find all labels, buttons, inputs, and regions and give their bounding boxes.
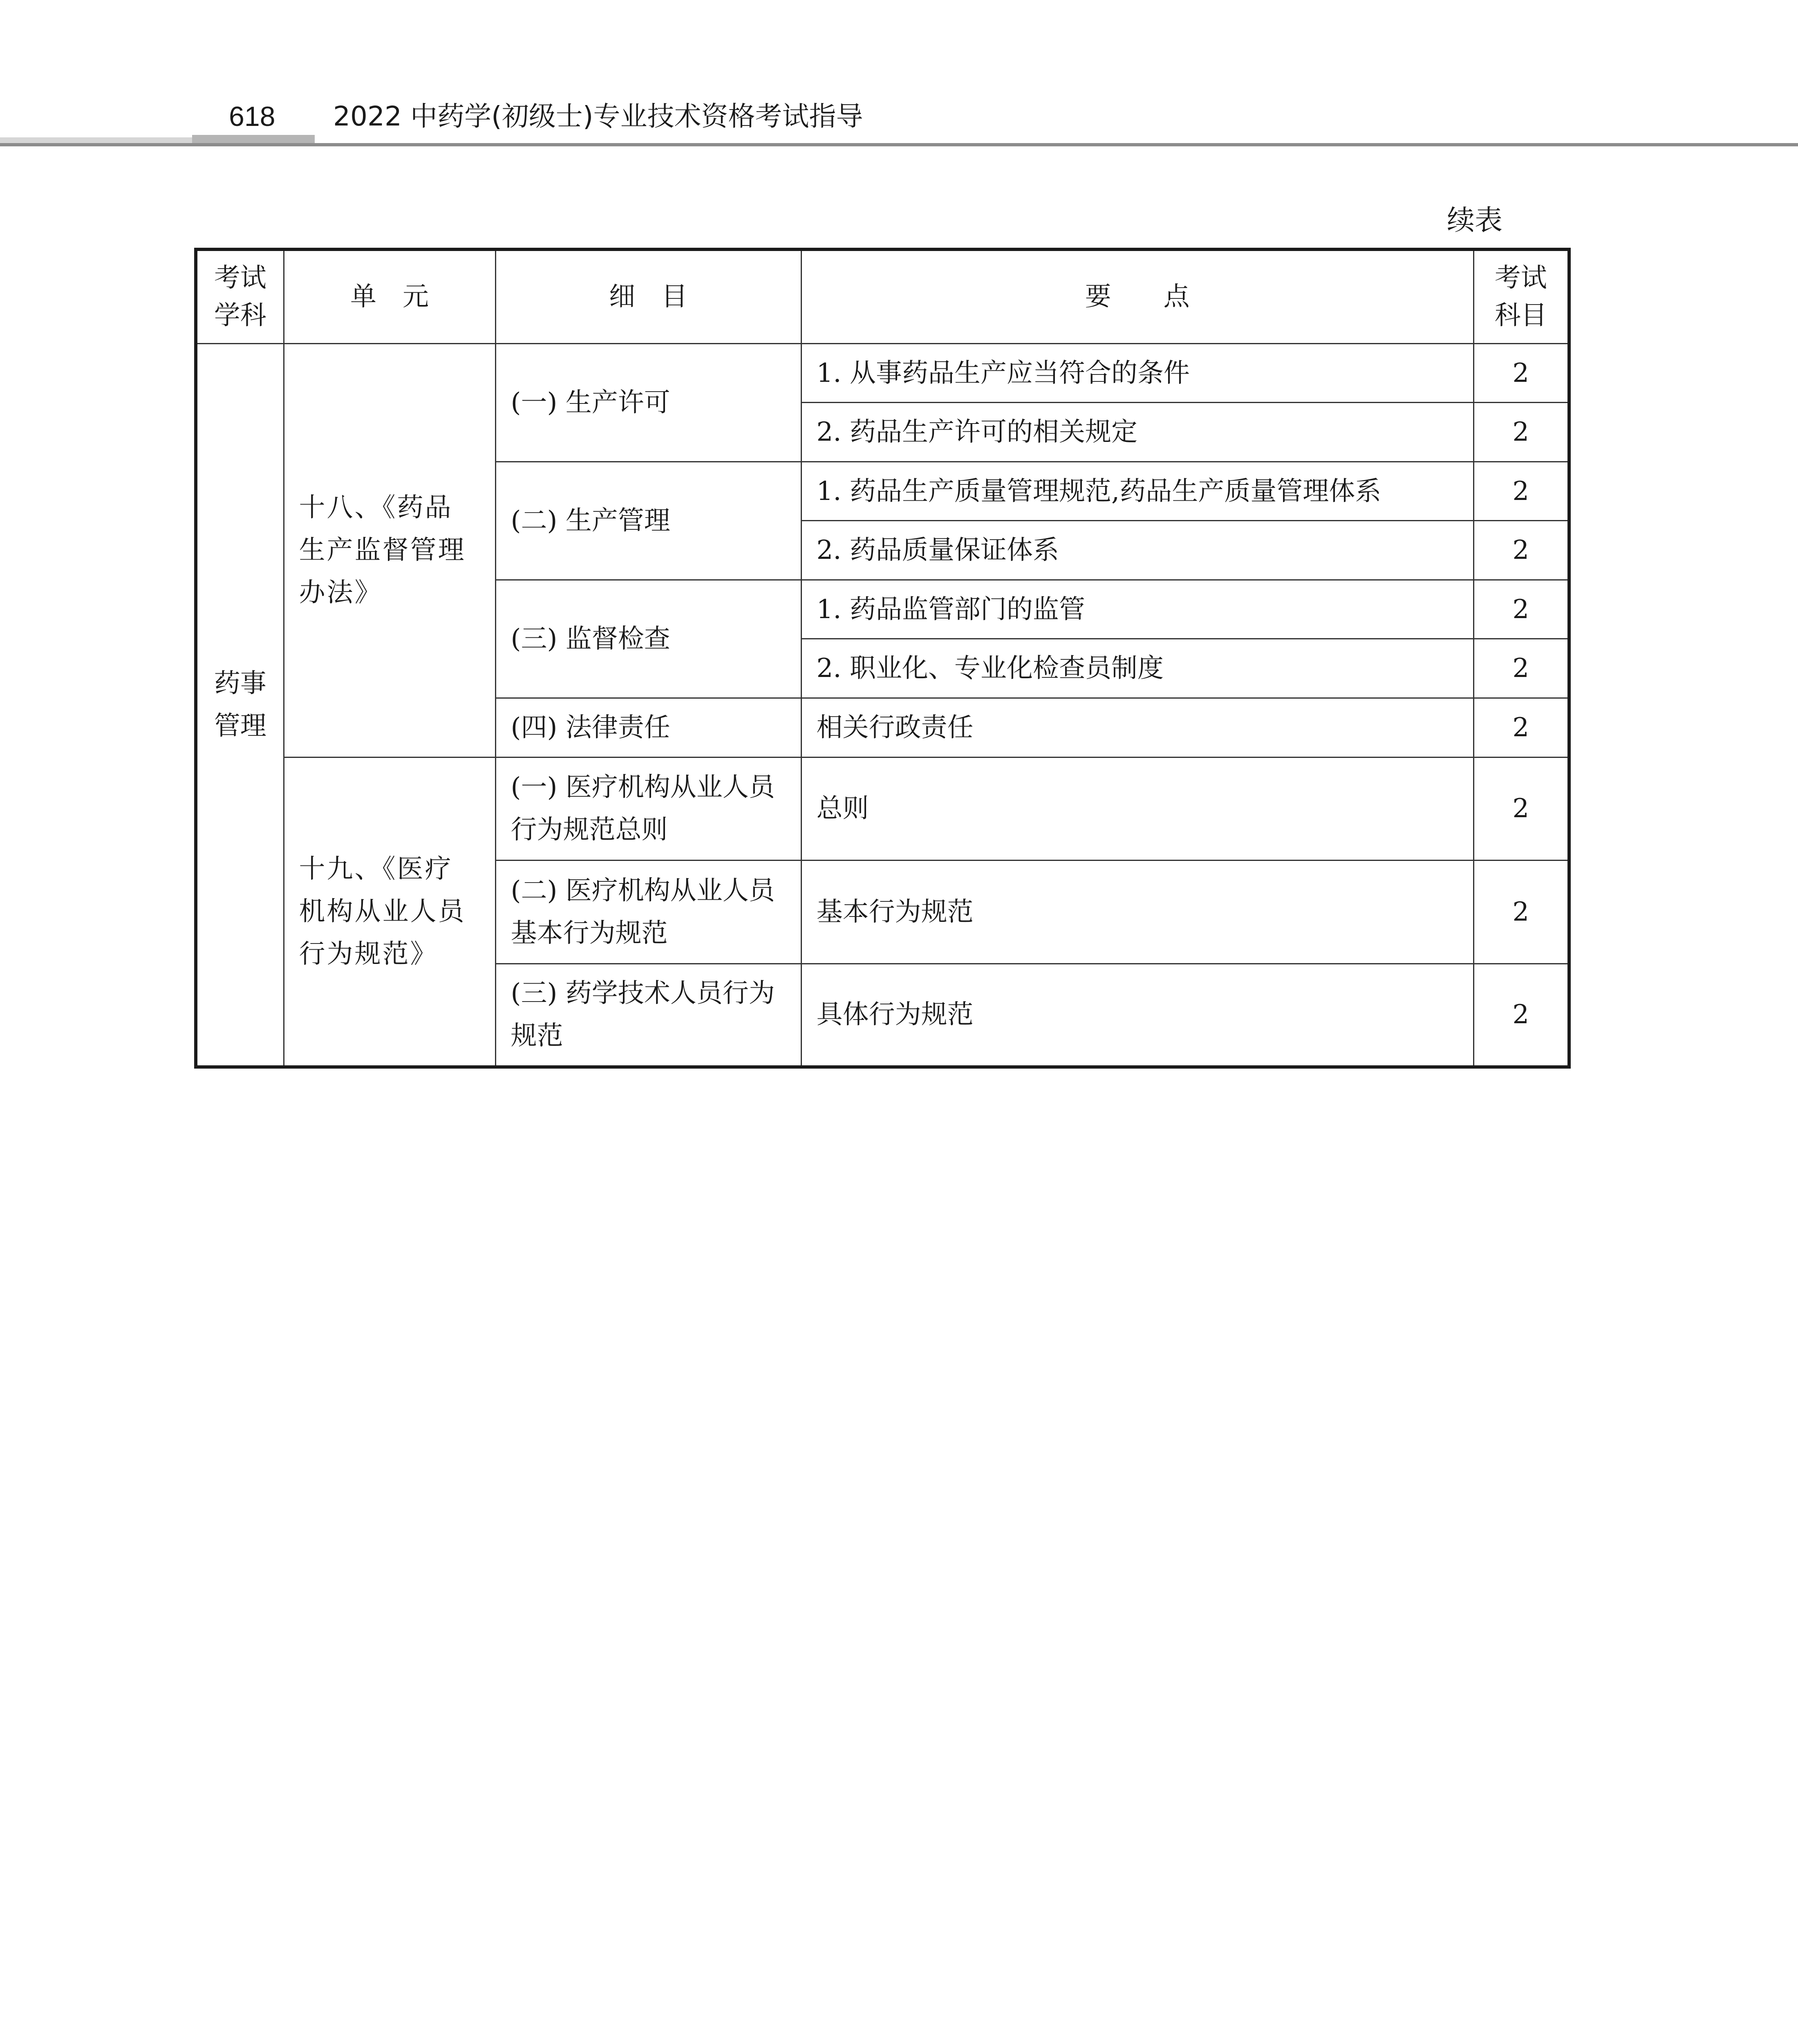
exam-level-cell: 2 <box>1473 964 1569 1067</box>
key-point-cell: 1. 药品生产质量管理规范,药品生产质量管理体系 <box>801 462 1473 521</box>
subject-cell: 药事管理 <box>196 343 284 1067</box>
item-cell: (一) 医疗机构从业人员行为规范总则 <box>495 757 801 861</box>
exam-level-cell: 2 <box>1473 639 1569 698</box>
syllabus-table <box>194 248 1571 1069</box>
exam-level-cell: 2 <box>1473 698 1569 758</box>
exam-level-cell: 2 <box>1473 580 1569 639</box>
exam-level-cell: 2 <box>1473 462 1569 521</box>
exam-level-cell: 2 <box>1473 521 1569 580</box>
key-point-cell: 相关行政责任 <box>801 698 1473 758</box>
key-point-cell: 基本行为规范 <box>801 861 1473 964</box>
item-cell: (三) 药学技术人员行为规范 <box>495 964 801 1067</box>
header-row <box>196 249 1569 343</box>
page-header <box>0 0 1798 155</box>
exam-level-cell: 2 <box>1473 343 1569 403</box>
item-cell: (二) 医疗机构从业人员基本行为规范 <box>495 861 801 964</box>
col-header-unit: 单 元 <box>284 249 495 343</box>
continued-label: 续表 <box>1447 204 1503 237</box>
col-header-exam-level: 考试科目 <box>1473 249 1569 343</box>
item-cell: (一) 生产许可 <box>495 343 801 462</box>
table-row <box>196 757 1569 861</box>
item-cell: (二) 生产管理 <box>495 462 801 580</box>
exam-level-cell: 2 <box>1473 861 1569 964</box>
key-point-cell: 2. 药品生产许可的相关规定 <box>801 403 1473 462</box>
running-title: 2022 中药学(初级士)专业技术资格考试指导 <box>333 101 863 132</box>
exam-level-cell: 2 <box>1473 403 1569 462</box>
col-header-item: 细 目 <box>495 249 801 343</box>
unit-cell: 十九、《医疗机构从业人员行为规范》 <box>284 757 495 1067</box>
exam-level-cell: 2 <box>1473 757 1569 861</box>
key-point-cell: 2. 药品质量保证体系 <box>801 521 1473 580</box>
key-point-cell: 总则 <box>801 757 1473 861</box>
unit-cell: 十八、《药品生产监督管理办法》 <box>284 343 495 757</box>
table-row <box>196 343 1569 403</box>
item-cell: (三) 监督检查 <box>495 580 801 698</box>
key-point-cell: 2. 职业化、专业化检查员制度 <box>801 639 1473 698</box>
page-number: 618 <box>229 101 275 132</box>
key-point-cell: 具体行为规范 <box>801 964 1473 1067</box>
col-header-key-points: 要 点 <box>801 249 1473 343</box>
key-point-cell: 1. 药品监管部门的监管 <box>801 580 1473 639</box>
key-point-cell: 1. 从事药品生产应当符合的条件 <box>801 343 1473 403</box>
col-header-subject: 考试学科 <box>196 249 284 343</box>
header-rule <box>0 143 1798 146</box>
item-cell: (四) 法律责任 <box>495 698 801 758</box>
